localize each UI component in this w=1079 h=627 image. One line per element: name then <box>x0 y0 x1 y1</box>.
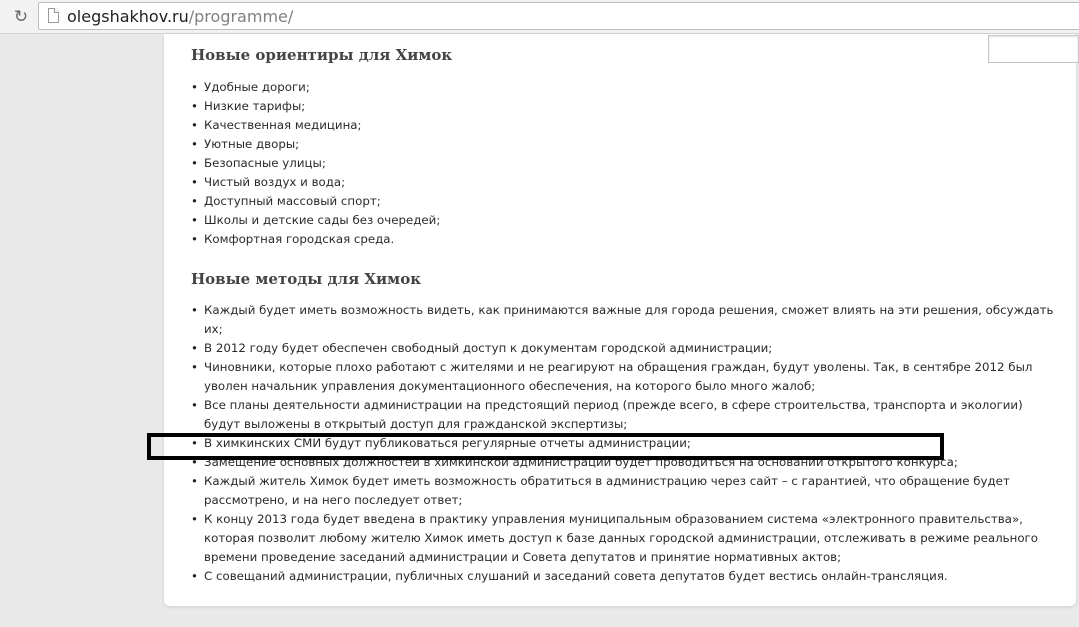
search-input[interactable] <box>988 35 1079 63</box>
list-item: • Низкие тарифы; <box>191 97 1056 116</box>
list-item: • Каждый житель Химок будет иметь возможность обратиться в администрацию через сайт – с гарантией, что обращение будет рассмотрено, и на него последует ответ; <box>191 472 1056 510</box>
browser-toolbar <box>0 0 1079 34</box>
orientiry-list <box>191 78 1056 249</box>
address-bar-url[interactable] <box>67 7 293 27</box>
list-item: • Удобные дороги; <box>191 78 1056 97</box>
list-item: • Безопасные улицы; <box>191 154 1056 173</box>
list-item: • Каждый будет иметь возможность видеть, как принимаются важные для города решения, сможет влиять на эти решения, обсуждать их; <box>191 301 1056 339</box>
list-item: • С совещаний администрации, публичных слушаний и заседаний совета депутатов будет вестись онлайн-трансляция. <box>191 567 1056 586</box>
list-item: • Доступный массовый спорт; <box>191 192 1056 211</box>
url-domain: olegshakhov.ru <box>67 7 189 26</box>
address-bar[interactable] <box>38 2 1079 30</box>
list-item: • Качественная медицина; <box>191 116 1056 135</box>
list-item: • Все планы деятельности администрации на предстоящий период (прежде всего, в сфере строительства, транспорта и экологии) будут выложены в открытый доступ для гражданской экспертизы; <box>191 396 1056 434</box>
list-item-highlighted: • Замещение основных должностей в химкинской администрации будет проводиться на основании открытого конкурса; <box>191 453 1056 472</box>
url-path: /programme/ <box>188 7 294 26</box>
list-item: • Школы и детские сады без очередей; <box>191 211 1056 230</box>
list-item: • Комфортная городская среда. <box>191 230 1056 249</box>
section-title-orientiry: Новые ориентиры для Химок <box>191 46 453 64</box>
list-item: • К концу 2013 года будет введена в практику управления муниципальным образованием система «электронного правительства», которая позволит любому жителю Химок иметь доступ к базе данных городской администрации, отслеживать в режиме реального времени проведение заседаний администрации и Совета депутатов и принятие нормативных актов; <box>191 510 1056 567</box>
metody-list <box>191 301 1056 586</box>
list-item: • Чиновники, которые плохо работают с жителями и не реагируют на обращения граждан, будут уволены. Так, в сентябре 2012 был уволен начальник управления документационного обеспечения, на которого было много жалоб; <box>191 358 1056 396</box>
list-item: • Чистый воздух и вода; <box>191 173 1056 192</box>
list-item: • Уютные дворы; <box>191 135 1056 154</box>
list-item: • В 2012 году будет обеспечен свободный доступ к документам городской администрации; <box>191 339 1056 358</box>
reload-icon[interactable]: ↻ <box>13 7 29 27</box>
section-title-metody: Новые методы для Химок <box>191 270 422 288</box>
list-item: • В химкинских СМИ будут публиковаться регулярные отчеты администрации; <box>191 434 1056 453</box>
page-icon <box>48 8 59 23</box>
